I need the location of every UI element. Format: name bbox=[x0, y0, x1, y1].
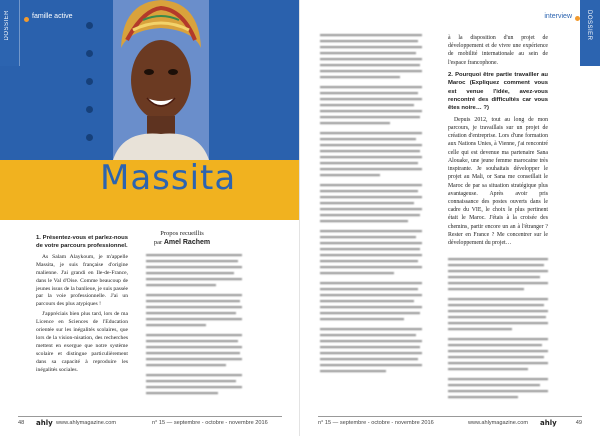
page-title: Massita bbox=[100, 158, 237, 198]
article-column-2-blurred bbox=[146, 254, 242, 408]
footer-issue: n° 15 — septembre - octobre - novembre 2016 bbox=[152, 420, 268, 426]
answer-1-paragraph-2: J'appréciais bien plus tard, lors de ma Licence en Sciences de l'Education orientée sur les inégalités scolaires, que lors de la vision-nisation, des recherches mettent en exergue que notre système scolaire et distingue particulièrement dans sa capacité à reproduire les inégalités sociales. bbox=[36, 311, 128, 373]
article-column-3-blurred bbox=[320, 34, 422, 408]
page-number: 48 bbox=[18, 420, 25, 426]
footer-logo: ahly bbox=[540, 419, 557, 427]
question-1: 1. Présentez-vous et parlez-nous de votre parcours professionnel. bbox=[36, 235, 128, 250]
hero-banner bbox=[0, 0, 300, 220]
question-2: 2. Pourquoi être partie travailler au Maroc (Expliquez comment vous est venue l'idée, avez-vous rencontré des difficultés car vous êtes noire… ?) bbox=[448, 71, 548, 112]
section-label: interview bbox=[544, 13, 572, 20]
decorative-dots bbox=[86, 22, 94, 162]
bullet-icon bbox=[24, 17, 29, 22]
blurred-text-block bbox=[146, 254, 242, 404]
intro-paragraph: à la disposition d'un projet de développement et de vivre une expérience de mobilité internationale au sein de l'espace francophone. bbox=[448, 35, 548, 66]
answer-2-paragraph: Depuis 2012, tout au long de mon parcours, je travaillais sur un projet de création d'entreprise. Lors d'une formation aux Nations Unies, à Vienne, j'ai rencontré celle qui est devenue ma partenaire Sana Alouake, une jeune femme marocaine très inspirante. Je souhaitais développer le projet au Mali, or Sana me conseillait le Maroc de par sa situation stratégique plus avantageuse. Après avoir pris connaissance des postes ouverts dans le cadre du VIE, le choix le plus pertinent était le Maroc. J'étais à la croisée des chemins, partir encore un an à l'étranger ? Rester en France ? Me concentrer sur le développement du projet… bbox=[448, 116, 548, 247]
portrait-photo bbox=[113, 0, 209, 160]
footer-logo: ahly bbox=[36, 419, 53, 427]
footer-url[interactable]: www.ahlymagazine.com bbox=[56, 420, 117, 426]
article-column-4-blurred bbox=[448, 258, 548, 408]
article-column-4 bbox=[448, 34, 548, 249]
section-label: famille active bbox=[32, 13, 73, 20]
dossier-tab-right: DOSSIER bbox=[580, 0, 600, 66]
footer-right bbox=[300, 416, 600, 430]
page-number: 49 bbox=[575, 420, 582, 426]
blurred-text-block bbox=[320, 34, 422, 404]
byline: Propos recueillis par Amel Rachem bbox=[153, 230, 211, 247]
footer-left bbox=[0, 416, 300, 430]
right-page bbox=[300, 0, 600, 436]
blurred-text-block bbox=[448, 258, 548, 404]
footer-issue: n° 15 — septembre - octobre - novembre 2016 bbox=[318, 420, 434, 426]
author-name: Amel Rachem bbox=[163, 239, 211, 247]
article-column-1 bbox=[36, 234, 128, 377]
dossier-tab-left: DOSSIER bbox=[0, 0, 20, 66]
answer-1-paragraph-1: As Salam Alaykoum, je m'appelle Massita, je suis française d'origine malienne. J'ai grandi en Ile-de-France, dans le Val d'Oise. Comme beaucoup de jeunes issus de la banlieue, je suis passée par la voie professionnelle. J'ai un parcours des plus atypiques ! bbox=[36, 253, 128, 308]
footer-url[interactable]: www.ahlymagazine.com bbox=[468, 420, 529, 426]
